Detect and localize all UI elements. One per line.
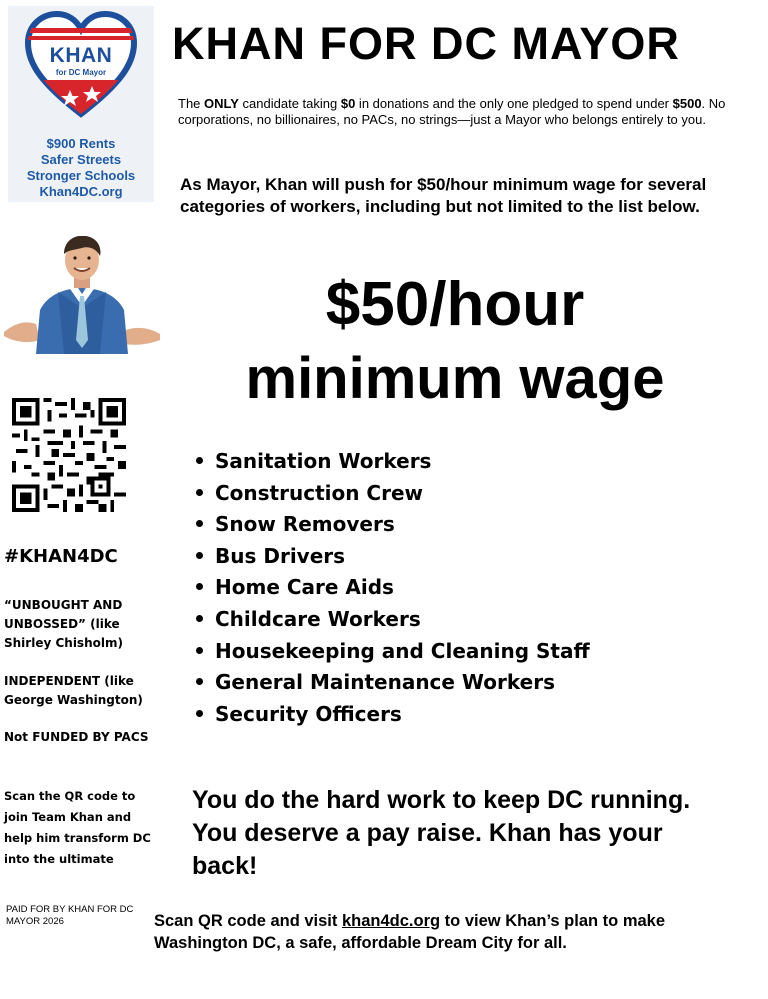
campaign-logo: [8, 6, 154, 202]
list-item: Sanitation Workers: [196, 446, 590, 478]
bullet-icon: [196, 710, 203, 717]
wage-pitch: As Mayor, Khan will push for $50/hour minimum wage for several categories of workers, including but not limited to the list below.: [180, 175, 707, 216]
not-funded-slogan: Not FUNDED BY PACS: [4, 730, 149, 744]
bullet-icon: [196, 615, 203, 622]
list-item: Housekeeping and Cleaning Staff: [196, 636, 590, 668]
scan-join-text: Scan the QR code to join Team Khan and help him transform DC into the ultimate: [4, 789, 151, 866]
unbought-slogan: “UNBOUGHT AND UNBOSSED” (like Shirley Chisholm): [4, 598, 123, 650]
hashtag: #KHAN4DC: [4, 546, 118, 567]
candidate-illustration: [0, 236, 164, 354]
list-item: Snow Removers: [196, 509, 590, 541]
bullet-icon: [196, 583, 203, 590]
logo-tagline-streets: Safer Streets: [40, 152, 122, 167]
page-title: KHAN FOR DC MAYOR: [172, 18, 680, 69]
logo-sub: for DC Mayor: [55, 68, 107, 77]
list-item: Security Officers: [196, 699, 590, 731]
logo-tagline-rents: $900 Rents: [46, 136, 116, 151]
bullet-icon: [196, 520, 203, 527]
intro-paragraph: The ONLY candidate taking $0 in donations and the only one pledged to spend under $500. No corporations, no billionaires, no PACs, no strings—just a Mayor who belongs entirely to you.: [178, 96, 726, 127]
list-item: Bus Drivers: [196, 541, 590, 573]
bullet-icon: [196, 647, 203, 654]
bullet-icon: [196, 678, 203, 685]
paid-for-disclaimer: PAID FOR BY KHAN FOR DC MAYOR 2026: [6, 904, 134, 927]
bullet-icon: [196, 552, 203, 559]
qr-code-icon[interactable]: [12, 398, 126, 512]
list-item: Home Care Aids: [196, 572, 590, 604]
worker-categories-list: [196, 446, 590, 730]
logo-name: KHAN: [49, 44, 113, 67]
bullet-icon: [196, 489, 203, 496]
logo-tagline-schools: Stronger Schools: [26, 168, 136, 183]
website-link[interactable]: khan4dc.org: [341, 912, 441, 930]
headline-amount: $50/hour: [325, 270, 585, 339]
list-item: General Maintenance Workers: [196, 667, 590, 699]
logo-tagline-site: Khan4DC.org: [39, 184, 123, 199]
independent-slogan: INDEPENDENT (like George Washington): [4, 674, 143, 707]
wage-headline: [190, 268, 720, 416]
list-item: Construction Crew: [196, 478, 590, 510]
closing-statement: You do the hard work to keep DC running. You deserve a pay raise. Khan has your back!: [192, 786, 691, 880]
footer-call-to-action: Scan QR code and visit khan4dc.org to view Khan’s plan to make Washington DC, a safe, affordable Dream City for all.: [154, 912, 666, 952]
list-item: Childcare Workers: [196, 604, 590, 636]
headline-label: minimum wage: [245, 346, 665, 411]
bullet-icon: [196, 457, 203, 464]
